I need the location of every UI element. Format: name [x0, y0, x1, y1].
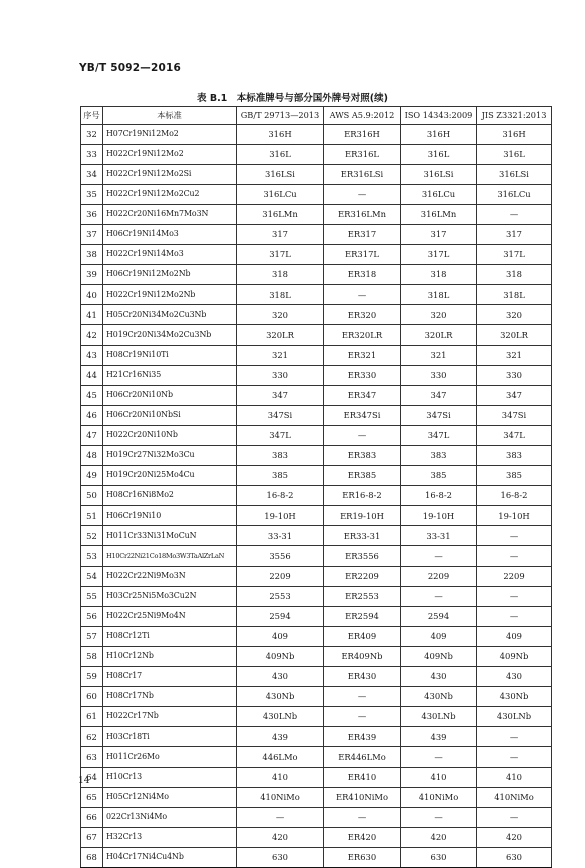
cell-iso: 33-31 [401, 526, 477, 546]
cell-gbt: — [237, 807, 324, 827]
cell-iso: 347L [401, 425, 477, 445]
cell-iso: 330 [401, 365, 477, 385]
table-row [81, 325, 552, 345]
table-row [81, 747, 552, 767]
cell-iso: 409Nb [401, 646, 477, 666]
cell-grade: H019Cr20Ni25Mo4Cu [103, 466, 237, 486]
header-jis: JIS Z3321:2013 [477, 107, 552, 125]
cell-gbt: 410 [237, 767, 324, 787]
cell-jis: — [477, 546, 552, 566]
cell-aws: — [324, 425, 401, 445]
cell-grade: H019Cr27Ni32Mo3Cu [103, 446, 237, 466]
table-row [81, 124, 552, 144]
cell-gbt: 321 [237, 345, 324, 365]
cell-seq: 57 [81, 626, 103, 646]
cell-iso: — [401, 747, 477, 767]
cell-aws: ER320LR [324, 325, 401, 345]
cell-iso: 317 [401, 224, 477, 244]
cell-aws: ER318 [324, 265, 401, 285]
cell-aws: ER420 [324, 827, 401, 847]
cell-jis: — [477, 807, 552, 827]
cell-seq: 39 [81, 265, 103, 285]
cell-grade: H011Cr33Ni31MoCuN [103, 526, 237, 546]
table-row [81, 245, 552, 265]
cell-grade: H07Cr19Ni12Mo2 [103, 124, 237, 144]
table-row [81, 265, 552, 285]
cell-iso: 16-8-2 [401, 486, 477, 506]
cell-iso: 316LCu [401, 184, 477, 204]
cell-jis: 316H [477, 124, 552, 144]
cell-aws: — [324, 707, 401, 727]
cell-gbt: 430LNb [237, 707, 324, 727]
cell-jis: — [477, 727, 552, 747]
cell-gbt: 347Si [237, 405, 324, 425]
cell-grade: H019Cr20Ni34Mo2Cu3Nb [103, 325, 237, 345]
table-row [81, 626, 552, 646]
table-row [81, 506, 552, 526]
cell-grade: H022Cr19Ni12Mo2Nb [103, 285, 237, 305]
cell-iso: 410 [401, 767, 477, 787]
cell-grade: H03Cr25Ni5Mo3Cu2N [103, 586, 237, 606]
cell-gbt: 2209 [237, 566, 324, 586]
cell-seq: 68 [81, 847, 103, 867]
table-row [81, 727, 552, 747]
cell-aws: ER409 [324, 626, 401, 646]
cell-aws: ER430 [324, 667, 401, 687]
cell-grade: H08Cr17Nb [103, 687, 237, 707]
header-gbt: GB/T 29713—2013 [237, 107, 324, 125]
cell-seq: 53 [81, 546, 103, 566]
cell-gbt: 316L [237, 144, 324, 164]
cell-iso: 321 [401, 345, 477, 365]
table-row [81, 807, 552, 827]
cell-seq: 65 [81, 787, 103, 807]
cell-seq: 47 [81, 425, 103, 445]
cell-gbt: 16-8-2 [237, 486, 324, 506]
cell-gbt: 33-31 [237, 526, 324, 546]
cell-gbt: 347L [237, 425, 324, 445]
cell-aws: ER317L [324, 245, 401, 265]
cell-jis: 410 [477, 767, 552, 787]
cell-grade: H022Cr20Ni16Mn7Mo3N [103, 204, 237, 224]
cell-seq: 66 [81, 807, 103, 827]
cell-grade: H05Cr12Ni4Mo [103, 787, 237, 807]
cell-aws: — [324, 807, 401, 827]
header-this-standard: 本标准 [103, 107, 237, 125]
table-row [81, 385, 552, 405]
cell-seq: 45 [81, 385, 103, 405]
cell-seq: 51 [81, 506, 103, 526]
cell-grade: H03Cr18Ti [103, 727, 237, 747]
cell-grade: H011Cr26Mo [103, 747, 237, 767]
cell-jis: 320 [477, 305, 552, 325]
cell-grade: H022Cr20Ni10Nb [103, 425, 237, 445]
table-row [81, 787, 552, 807]
cell-gbt: 430Nb [237, 687, 324, 707]
cell-grade: H022Cr19Ni12Mo2 [103, 144, 237, 164]
cell-jis: 430Nb [477, 687, 552, 707]
cell-seq: 50 [81, 486, 103, 506]
cell-iso: 385 [401, 466, 477, 486]
cell-seq: 59 [81, 667, 103, 687]
cell-iso: 318L [401, 285, 477, 305]
cell-gbt: 316LCu [237, 184, 324, 204]
cell-gbt: 2594 [237, 606, 324, 626]
cell-iso: 410NiMo [401, 787, 477, 807]
cell-aws: ER409Nb [324, 646, 401, 666]
cell-aws: ER347Si [324, 405, 401, 425]
cell-aws: ER410 [324, 767, 401, 787]
cell-iso: 420 [401, 827, 477, 847]
cell-grade: H06Cr19Ni10 [103, 506, 237, 526]
table-row [81, 687, 552, 707]
cell-iso: — [401, 546, 477, 566]
cell-gbt: 19-10H [237, 506, 324, 526]
table-row [81, 144, 552, 164]
cell-seq: 61 [81, 707, 103, 727]
comparison-table-container [80, 106, 551, 868]
cell-seq: 34 [81, 164, 103, 184]
cell-jis: 317 [477, 224, 552, 244]
cell-seq: 43 [81, 345, 103, 365]
cell-grade: H08Cr19Ni10Ti [103, 345, 237, 365]
cell-jis: 410NiMo [477, 787, 552, 807]
cell-jis: 316L [477, 144, 552, 164]
cell-iso: 439 [401, 727, 477, 747]
cell-jis: — [477, 606, 552, 626]
table-row [81, 204, 552, 224]
cell-iso: — [401, 586, 477, 606]
cell-aws: ER439 [324, 727, 401, 747]
cell-gbt: 318L [237, 285, 324, 305]
cell-jis: 321 [477, 345, 552, 365]
cell-seq: 48 [81, 446, 103, 466]
cell-aws: ER410NiMo [324, 787, 401, 807]
table-row [81, 667, 552, 687]
cell-grade: H06Cr20Ni10Nb [103, 385, 237, 405]
cell-iso: — [401, 807, 477, 827]
grade-comparison-table [80, 106, 552, 868]
cell-seq: 60 [81, 687, 103, 707]
table-caption: 表 B.1 本标准牌号与部分国外牌号对照(续) [197, 93, 388, 104]
cell-aws: ER2594 [324, 606, 401, 626]
cell-iso: 347 [401, 385, 477, 405]
cell-aws: ER16-8-2 [324, 486, 401, 506]
cell-iso: 316L [401, 144, 477, 164]
table-row [81, 767, 552, 787]
cell-gbt: 446LMo [237, 747, 324, 767]
cell-seq: 63 [81, 747, 103, 767]
cell-gbt: 409 [237, 626, 324, 646]
cell-iso: 2209 [401, 566, 477, 586]
cell-jis: 318L [477, 285, 552, 305]
cell-grade: H08Cr12Ti [103, 626, 237, 646]
cell-seq: 35 [81, 184, 103, 204]
cell-seq: 56 [81, 606, 103, 626]
table-row [81, 446, 552, 466]
cell-jis: 430 [477, 667, 552, 687]
cell-gbt: 3556 [237, 546, 324, 566]
cell-seq: 55 [81, 586, 103, 606]
cell-gbt: 317L [237, 245, 324, 265]
cell-seq: 38 [81, 245, 103, 265]
cell-grade: H022Cr25Ni9Mo4N [103, 606, 237, 626]
cell-seq: 37 [81, 224, 103, 244]
cell-jis: 383 [477, 446, 552, 466]
cell-seq: 36 [81, 204, 103, 224]
cell-iso: 347Si [401, 405, 477, 425]
cell-jis: 347L [477, 425, 552, 445]
cell-aws: ER446LMo [324, 747, 401, 767]
cell-gbt: 430 [237, 667, 324, 687]
cell-aws: ER2553 [324, 586, 401, 606]
cell-seq: 41 [81, 305, 103, 325]
cell-gbt: 630 [237, 847, 324, 867]
cell-iso: 320LR [401, 325, 477, 345]
cell-seq: 42 [81, 325, 103, 345]
standard-id: YB/T 5092—2016 [79, 62, 182, 74]
cell-grade: 022Cr13Ni4Mo [103, 807, 237, 827]
cell-grade: H04Cr17Ni4Cu4Nb [103, 847, 237, 867]
cell-jis: 430LNb [477, 707, 552, 727]
cell-jis: 2209 [477, 566, 552, 586]
cell-gbt: 385 [237, 466, 324, 486]
table-row [81, 285, 552, 305]
cell-seq: 52 [81, 526, 103, 546]
cell-gbt: 317 [237, 224, 324, 244]
cell-aws: ER316LSi [324, 164, 401, 184]
cell-aws: — [324, 687, 401, 707]
cell-aws: ER316L [324, 144, 401, 164]
table-row [81, 305, 552, 325]
table-row [81, 586, 552, 606]
cell-aws: ER630 [324, 847, 401, 867]
cell-grade: H10Cr12Nb [103, 646, 237, 666]
cell-grade: H10Cr13 [103, 767, 237, 787]
cell-gbt: 320 [237, 305, 324, 325]
cell-aws: ER316LMn [324, 204, 401, 224]
cell-aws: ER317 [324, 224, 401, 244]
cell-gbt: 2553 [237, 586, 324, 606]
cell-gbt: 383 [237, 446, 324, 466]
cell-gbt: 439 [237, 727, 324, 747]
cell-aws: ER316H [324, 124, 401, 144]
table-row [81, 847, 552, 867]
cell-grade: H06Cr19Ni14Mo3 [103, 224, 237, 244]
cell-gbt: 347 [237, 385, 324, 405]
cell-iso: 630 [401, 847, 477, 867]
table-body [81, 124, 552, 867]
cell-jis: — [477, 526, 552, 546]
cell-grade: H022Cr19Ni12Mo2Cu2 [103, 184, 237, 204]
cell-jis: 409 [477, 626, 552, 646]
cell-grade: H06Cr19Ni12Mo2Nb [103, 265, 237, 285]
cell-aws: ER383 [324, 446, 401, 466]
cell-aws: ER33-31 [324, 526, 401, 546]
cell-grade: H022Cr19Ni14Mo3 [103, 245, 237, 265]
cell-seq: 62 [81, 727, 103, 747]
cell-jis: 320LR [477, 325, 552, 345]
cell-jis: 16-8-2 [477, 486, 552, 506]
cell-aws: ER347 [324, 385, 401, 405]
cell-aws: ER3556 [324, 546, 401, 566]
cell-aws: — [324, 184, 401, 204]
cell-iso: 430LNb [401, 707, 477, 727]
table-row [81, 164, 552, 184]
cell-jis: 347 [477, 385, 552, 405]
cell-jis: 19-10H [477, 506, 552, 526]
cell-gbt: 409Nb [237, 646, 324, 666]
table-row [81, 707, 552, 727]
cell-grade: H21Cr16Ni35 [103, 365, 237, 385]
table-row [81, 466, 552, 486]
cell-jis: 316LSi [477, 164, 552, 184]
cell-aws: ER2209 [324, 566, 401, 586]
header-seq: 序号 [81, 107, 103, 125]
cell-gbt: 316LSi [237, 164, 324, 184]
cell-iso: 318 [401, 265, 477, 285]
cell-jis: 420 [477, 827, 552, 847]
cell-jis: — [477, 747, 552, 767]
table-row [81, 405, 552, 425]
cell-seq: 58 [81, 646, 103, 666]
cell-iso: 316H [401, 124, 477, 144]
cell-gbt: 320LR [237, 325, 324, 345]
cell-jis: 330 [477, 365, 552, 385]
cell-gbt: 316LMn [237, 204, 324, 224]
cell-iso: 316LSi [401, 164, 477, 184]
cell-seq: 46 [81, 405, 103, 425]
cell-jis: 316LCu [477, 184, 552, 204]
cell-grade: H10Cr22Ni21Co18Mo3W3TaAlZrLaN [103, 546, 237, 566]
cell-gbt: 420 [237, 827, 324, 847]
cell-iso: 317L [401, 245, 477, 265]
table-row [81, 184, 552, 204]
cell-iso: 430Nb [401, 687, 477, 707]
cell-aws: — [324, 285, 401, 305]
header-iso: ISO 14343:2009 [401, 107, 477, 125]
cell-jis: 347Si [477, 405, 552, 425]
cell-aws: ER330 [324, 365, 401, 385]
cell-iso: 2594 [401, 606, 477, 626]
cell-iso: 19-10H [401, 506, 477, 526]
table-row [81, 224, 552, 244]
cell-iso: 316LMn [401, 204, 477, 224]
cell-gbt: 318 [237, 265, 324, 285]
cell-jis: — [477, 204, 552, 224]
table-row [81, 606, 552, 626]
cell-grade: H022Cr19Ni12Mo2Si [103, 164, 237, 184]
cell-grade: H022Cr22Ni9Mo3N [103, 566, 237, 586]
cell-seq: 40 [81, 285, 103, 305]
cell-aws: ER385 [324, 466, 401, 486]
cell-jis: — [477, 586, 552, 606]
cell-seq: 44 [81, 365, 103, 385]
table-header-row [81, 107, 552, 125]
table-row [81, 365, 552, 385]
table-row [81, 486, 552, 506]
table-row [81, 546, 552, 566]
cell-jis: 630 [477, 847, 552, 867]
cell-jis: 385 [477, 466, 552, 486]
cell-aws: ER320 [324, 305, 401, 325]
cell-jis: 318 [477, 265, 552, 285]
cell-grade: H06Cr20Ni10NbSi [103, 405, 237, 425]
cell-grade: H022Cr17Nb [103, 707, 237, 727]
cell-seq: 67 [81, 827, 103, 847]
cell-grade: H08Cr17 [103, 667, 237, 687]
cell-grade: H32Cr13 [103, 827, 237, 847]
table-row [81, 646, 552, 666]
header-aws: AWS A5.9:2012 [324, 107, 401, 125]
cell-aws: ER321 [324, 345, 401, 365]
cell-seq: 33 [81, 144, 103, 164]
cell-seq: 54 [81, 566, 103, 586]
cell-iso: 383 [401, 446, 477, 466]
cell-jis: 317L [477, 245, 552, 265]
cell-iso: 430 [401, 667, 477, 687]
cell-seq: 32 [81, 124, 103, 144]
cell-iso: 320 [401, 305, 477, 325]
cell-grade: H05Cr20Ni34Mo2Cu3Nb [103, 305, 237, 325]
cell-grade: H08Cr16Ni8Mo2 [103, 486, 237, 506]
table-row [81, 827, 552, 847]
page-number: 14 [78, 776, 90, 786]
cell-jis: 409Nb [477, 646, 552, 666]
table-row [81, 526, 552, 546]
table-row [81, 345, 552, 365]
cell-gbt: 330 [237, 365, 324, 385]
cell-seq: 49 [81, 466, 103, 486]
table-row [81, 566, 552, 586]
cell-seq: 64 [81, 767, 103, 787]
cell-gbt: 410NiMo [237, 787, 324, 807]
cell-iso: 409 [401, 626, 477, 646]
table-row [81, 425, 552, 445]
cell-gbt: 316H [237, 124, 324, 144]
cell-aws: ER19-10H [324, 506, 401, 526]
